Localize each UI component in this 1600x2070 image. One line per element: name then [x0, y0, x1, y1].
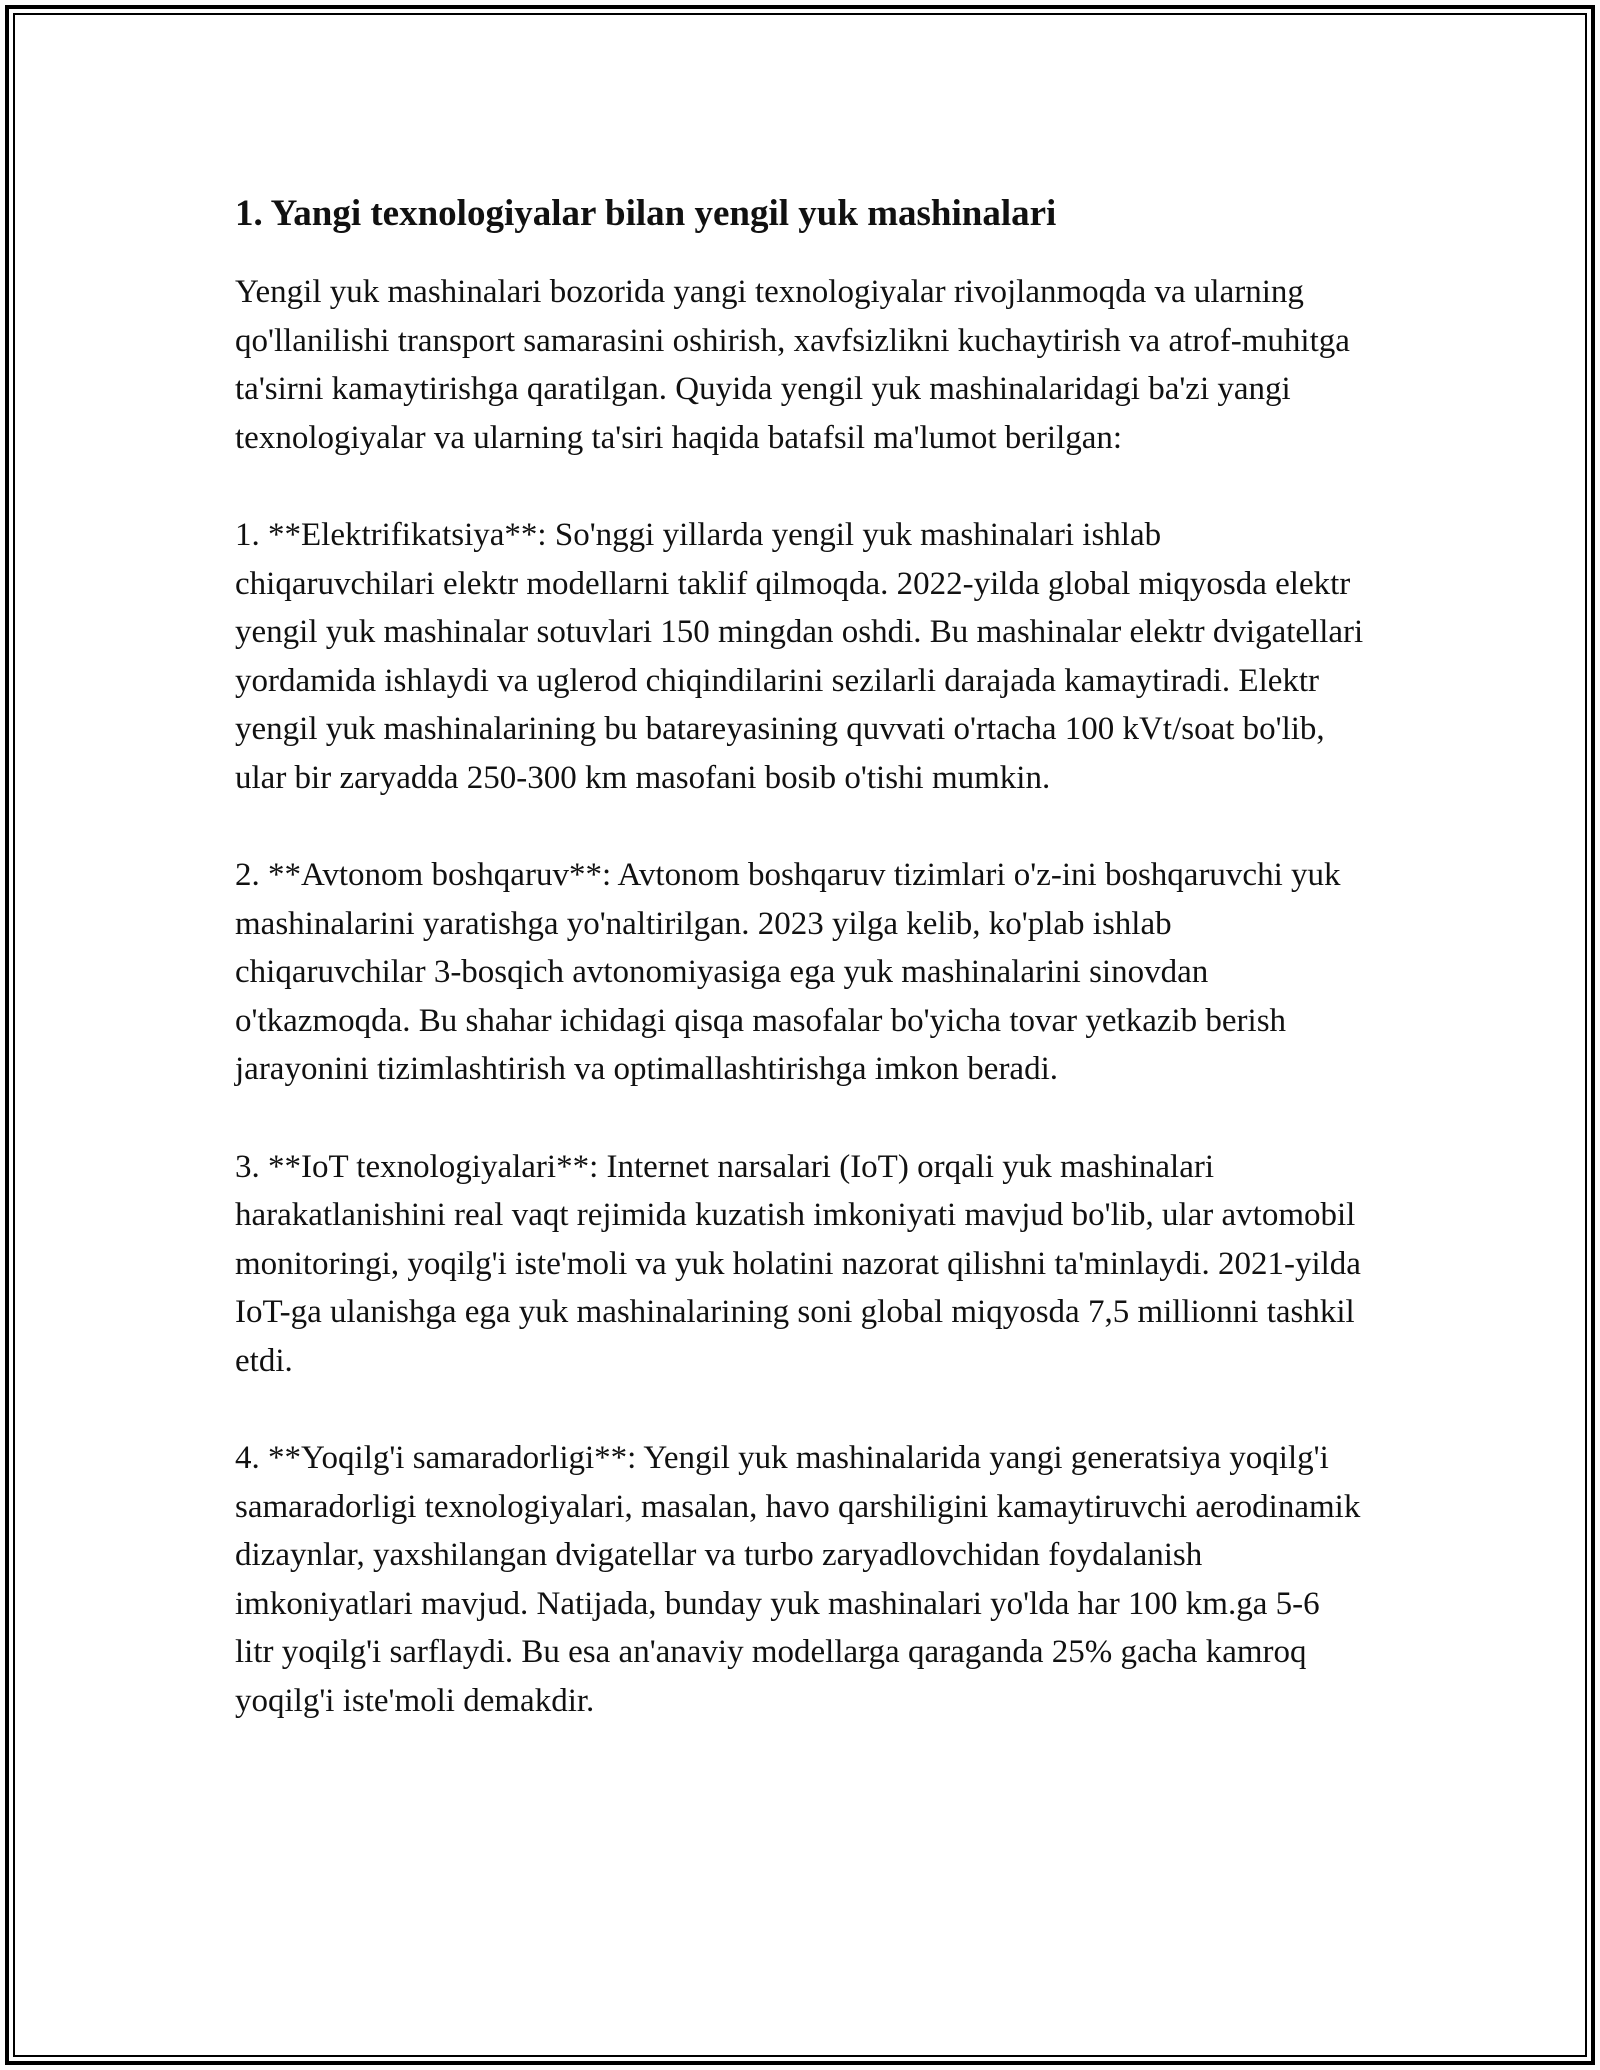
document-title: 1. Yangi texnologiyalar bilan yengil yuk mashinalari [235, 193, 1057, 234]
paragraph-iot-technologies: 3. **IoT texnologiyalari**: Internet narsalari (IoT) orqali yuk mashinalari harakatlanishini real vaqt rejimida kuzatish imkoniyati mavjud bo'lib, ular avtomobil monitoringi, yoqilg'i iste'moli va yuk holatini nazorat qilishni ta'minlaydi. 2021-yilda IoT-ga ulanishga ega yuk mashinalarining soni global miqyosda 7,5 millionni tashkil etdi. [235, 1148, 1361, 1379]
paragraph-fuel-efficiency: 4. **Yoqilg'i samaradorligi**: Yengil yuk mashinalarida yangi generatsiya yoqilg'i samaradorligi texnologiyalari, masalan, havo qarshiligini kamaytiruvchi aerodinamik dizaynlar, yaxshilangan dvigatellar va turbo zaryadlovchidan foydalanish imkoniyatlari mavjud. Natijada, bunday yuk mashinalari yo'lda har 100 km.ga 5-6 litr yoqilg'i sarflaydi. Bu esa an'anaviy modellarga qaraganda 25% gacha kamroq yoqilg'i iste'moli demakdir. [235, 1440, 1361, 1719]
document-body [235, 184, 1365, 1774]
intro-paragraph: Yengil yuk mashinalari bozorida yangi texnologiyalar rivojlanmoqda va ularning qo'llanilishi transport samarasini oshirish, xavfsizlikni kuchaytirish va atrof-muhitga ta'sirni kamaytirishga qaratilgan. Quyida yengil yuk mashinalaridagi ba'zi yangi texnologiyalar va ularning ta'siri haqida batafsil ma'lumot berilgan: [235, 274, 1350, 456]
paragraph-autonomous-driving: 2. **Avtonom boshqaruv**: Avtonom boshqaruv tizimlari o'z-ini boshqaruvchi yuk mashinalarini yaratishga yo'naltirilgan. 2023 yilga kelib, ko'plab ishlab chiqaruvchilar 3-bosqich avtonomiyasiga ega yuk mashinalarini sinovdan o'tkazmoqda. Bu shahar ichidagi qisqa masofalar bo'yicha tovar yetkazib berish jarayonini tizimlashtirish va optimallashtirishga imkon beradi. [235, 857, 1341, 1087]
paragraph-electrification: 1. **Elektrifikatsiya**: So'nggi yillarda yengil yuk mashinalari ishlab chiqaruvchilari elektr modellarni taklif qilmoqda. 2022-yilda global miqyosda elektr yengil yuk mashinalar sotuvlari 150 mingdan oshdi. Bu mashinalar elektr dvigatellari yordamida ishlaydi va uglerod chiqindilarini sezilarli darajada kamaytiradi. Elektr yengil yuk mashinalarining bu batareyasining quvvati o'rtacha 100 kVt/soat bo'lib, ular bir zaryadda 250-300 km masofani bosib o'tishi mumkin. [235, 517, 1364, 796]
